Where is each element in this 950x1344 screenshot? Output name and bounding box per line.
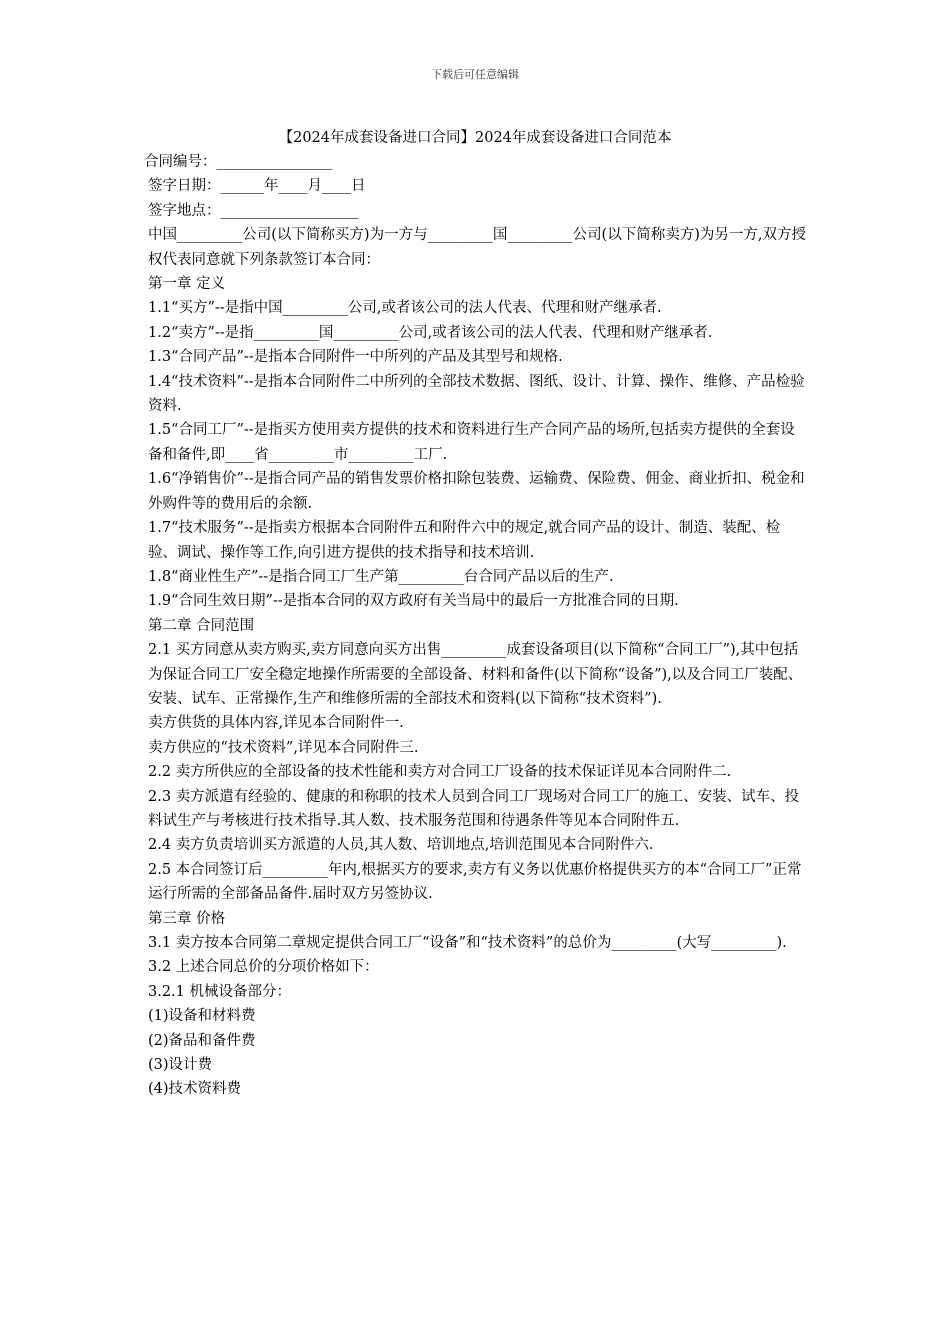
clause-paragraph: 1.5“合同工厂”--是指买方使用卖方提供的技术和资料进行生产合同产品的场所,包括卖方提供的全套设备和备件,即____省_________市_________工厂.: [148, 422, 795, 463]
clause-paragraph: 3.2 上述合同总价的分项价格如下：: [148, 959, 379, 976]
clause-paragraph: 2.4 卖方负责培训买方派遣的人员,其人数、培训地点,培训范围见本合同附件六.: [148, 837, 654, 854]
clause-paragraph: 3.1 卖方按本合同第二章规定提供合同工厂“设备”和“技术资料”的总价为_________(大写_________).: [148, 935, 787, 951]
clause-paragraph: 卖方供货的具体内容,详见本合同附件一.: [148, 715, 404, 732]
clause-paragraph: 2.1 买方同意从卖方购买,卖方同意向买方出售_________成套设备项目(以下简称“合同工厂”),其中包括为保证合同工厂安全稳定地操作所需要的全部设备、材料和备件(以下简称“设备”),以及合同工厂装配、安装、试车、正常操作,生产和维修所需的全部技术和资料(以下简称“技术资料”).: [148, 642, 803, 707]
clause-paragraph: 3.2.1 机械设备部分：: [148, 983, 292, 1000]
clause-paragraph: 2.3 卖方派遣有经验的、健康的和称职的技术人员到合同工厂现场对合同工厂的施工、安装、试车、投料试生产与考核进行技术指导.其人数、技术服务范围和待遇条件等见本合同附件五.: [148, 788, 800, 829]
clause-paragraph: 卖方供应的“技术资料”,详见本合同附件三.: [148, 739, 419, 756]
clause-paragraph: 1.2“卖方”--是指_________国_________公司,或者该公司的法人代表、代理和财产继承者.: [148, 324, 713, 341]
list-item: (4)技术资料费: [148, 1081, 242, 1098]
clause-paragraph: 1.3“合同产品”--是指本合同附件一中所列的产品及其型号和规格.: [148, 349, 563, 366]
clause-paragraph: 1.6“净销售价”--是指合同产品的销售发票价格扣除包装费、运输费、保险费、佣金、商业折扣、税金和外购件等的费用后的余额.: [148, 471, 805, 512]
clause-paragraph: 2.5 本合同签订后_________年内,根据买方的要求,卖方有义务以优惠价格提供买方的本“合同工厂”正常运行所需的全部备品备件.届时双方另签协议.: [148, 861, 802, 903]
document-body: [144, 150, 808, 1102]
list-item: (1)设备和材料费: [148, 1008, 256, 1025]
chapter-heading: 第三章 价格: [148, 910, 226, 927]
clause-paragraph: 1.1“买方”--是指中国_________公司,或者该公司的法人代表、代理和财产继承者.: [148, 300, 662, 317]
signing-date-line: 签字日期：______年____月____日: [148, 178, 366, 195]
clause-paragraph: 1.8“商业性生产”--是指合同工厂生产第_________台合同产品以后的生产.: [148, 568, 614, 585]
clause-paragraph: 2.2 卖方所供应的全部设备的技术性能和卖方对合同工厂设备的技术保证详见本合同附件二.: [148, 764, 732, 781]
contract-number-line: 合同编号：________________: [144, 154, 333, 170]
clause-paragraph: 1.7“技术服务”--是指卖方根据本合同附件五和附件六中的规定,就合同产品的设计、制造、装配、检验、调试、操作等工作,向引进方提供的技术指导和技术培训.: [148, 520, 781, 561]
list-item: (2)备品和备件费: [148, 1032, 256, 1049]
chapter-heading: 第二章 合同范围: [148, 617, 255, 634]
preamble-paragraph: 中国_________公司(以下简称买方)为一方与_________国_________公司(以下简称卖方)为另一方,双方授权代表同意就下列条款签订本合同：: [148, 227, 806, 268]
clause-paragraph: 1.9“合同生效日期”--是指本合同的双方政府有关当局中的最后一方批准合同的日期.: [148, 593, 679, 610]
clause-paragraph: 1.4“技术资料”--是指本合同附件二中所列的全部技术数据、图纸、设计、计算、操作、维修、产品检验资料.: [148, 373, 805, 415]
signing-place-line: 签字地点：___________________: [148, 202, 359, 219]
page-header: 下载后可任意编辑: [431, 68, 519, 81]
chapter-heading: 第一章 定义: [148, 276, 226, 293]
document-title: 【2024年成套设备进口合同】2024年成套设备进口合同范本: [278, 130, 672, 146]
list-item: (3)设计费: [148, 1057, 213, 1074]
